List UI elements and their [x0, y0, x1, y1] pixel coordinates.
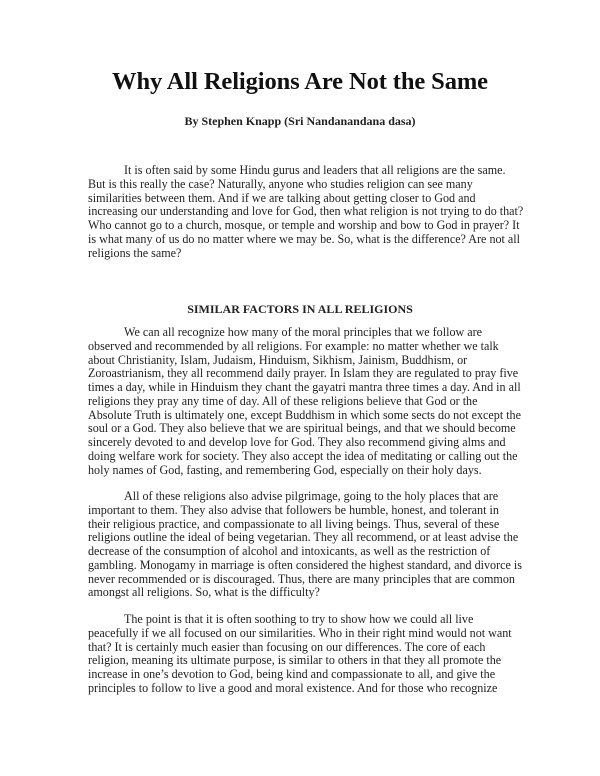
- text-line: religions outline the ideal of being vegetarian. They all recommend, or at least advise the: [88, 530, 519, 545]
- text-line: that? It is certainly much easier than focusing on our differences. The core of each: [88, 639, 486, 654]
- text-line: holy names of God, fasting, and remembering God, especially on their holy days.: [88, 462, 482, 477]
- intro-paragraph: [88, 164, 528, 260]
- text-line: increase in one’s devotion to God, being kind and compassionate to all, and give the: [88, 667, 496, 681]
- text-line: similarities between them. And if we are talking about getting closer to God and: [88, 190, 476, 205]
- text-line: amongst all religions. So, what is the difficulty?: [88, 585, 320, 600]
- text-line: Zoroastrianism, they all recommend daily prayer. In Islam they are regulated to pray five: [88, 366, 519, 381]
- text-line: decrease of the consumption of alcohol and intoxicants, as well as the restriction of: [88, 544, 491, 558]
- text-line: It is often said by some Hindu gurus and leaders that all religions are the same.: [124, 163, 506, 177]
- text-line: All of these religions also advise pilgrimage, going to the holy places that are: [124, 489, 499, 503]
- text-line: observed and recommended by all religions. For example: no matter whether we talk: [88, 338, 499, 353]
- text-line: religions the same?: [88, 245, 182, 260]
- section-heading: SIMILAR FACTORS IN ALL RELIGIONS: [187, 302, 413, 316]
- text-line: peacefully if we all focused on our similarities. Who in their right mind would not want: [88, 625, 512, 640]
- text-line: But is this really the case? Naturally, anyone who studies religion can see many: [88, 176, 473, 191]
- text-line: The point is that it is often soothing to try to show how we could all live: [124, 612, 474, 626]
- text-line: religions they pray any time of day. All of these religions believe that God or the: [88, 393, 478, 408]
- text-line: sincerely devoted to and develop love for God. They also recommend giving alms and: [88, 435, 506, 449]
- text-line: times a day, while in Hinduism they chant the gayatri mantra three times a day. And in all: [88, 380, 521, 394]
- text-line: is what many of us do no matter where we may be. So, what is the difference? Are not all: [88, 231, 521, 246]
- text-line: never recommended or is discouraged. Thus, there are many principles that are common: [88, 571, 515, 586]
- section-paragraph-2: [88, 490, 528, 600]
- text-line: soul or a God. They also believe that we are spiritual beings, and that we should become: [88, 421, 516, 436]
- section-paragraph-3: [88, 613, 528, 696]
- text-line: increasing our understanding and love for God, then what religion is not trying to do that?: [88, 204, 524, 219]
- text-line: principles to follow to live a good and moral existence. And for those who recognize: [88, 680, 498, 695]
- text-line: their religious practice, and compassionate to all living beings. Thus, several of these: [88, 516, 500, 531]
- text-line: important to them. They also advise that followers be humble, honest, and tolerant in: [88, 502, 499, 517]
- text-line: about Christianity, Islam, Judaism, Hinduism, Sikhism, Jainism, Buddhism, or: [88, 352, 468, 367]
- text-line: We can all recognize how many of the moral principles that we follow are: [124, 325, 483, 339]
- text-line: doing welfare work for society. They also accept the idea of meditating or calling out the: [88, 448, 518, 463]
- text-line: Absolute Truth is ultimately one, except Buddhism in which some sects do not except the: [88, 407, 521, 422]
- text-line: gambling. Monogamy in marriage is often considered the highest standard, and divorce is: [88, 557, 522, 572]
- text-line: Who cannot go to a church, mosque, or temple and worship and bow to God in prayer? It: [88, 218, 520, 232]
- document-title: Why All Religions Are Not the Same: [112, 68, 488, 95]
- author-byline: By Stephen Knapp (Sri Nandanandana dasa): [184, 114, 416, 128]
- section-paragraph-1: [88, 326, 528, 477]
- text-line: religion, meaning its ultimate purpose, is similar to others in that they all promote the: [88, 653, 502, 668]
